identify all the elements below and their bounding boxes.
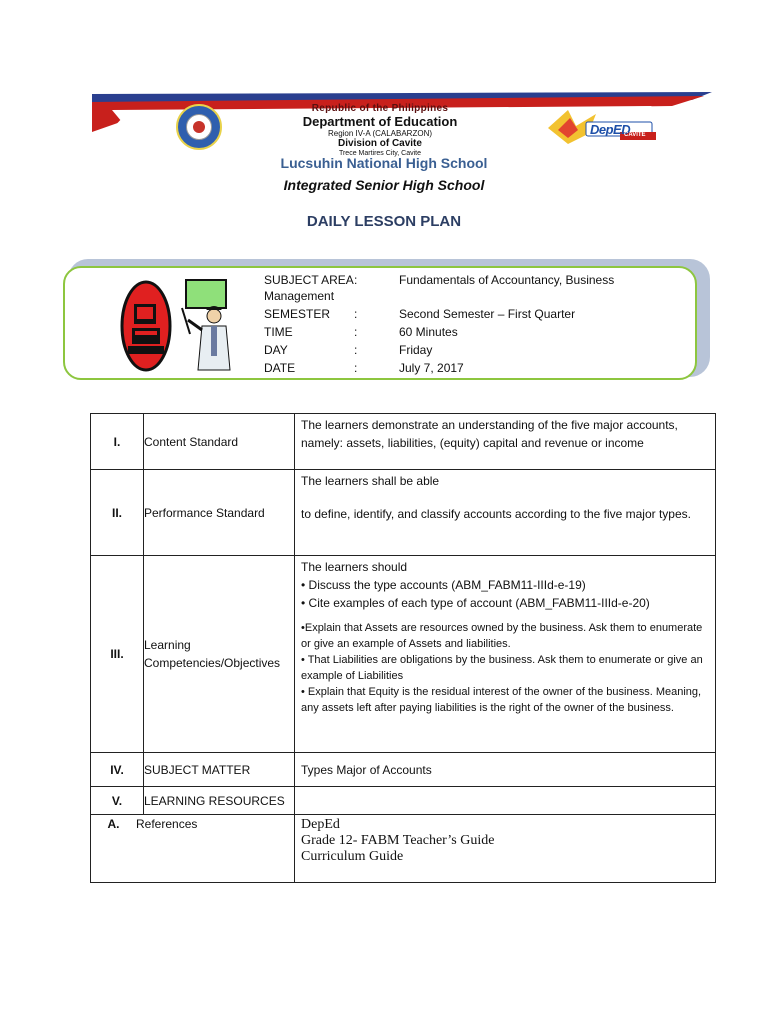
row-content: The learners demonstrate an understanding of the five major accounts, namely: assets, liabilities, (equity) capital and revenue or income bbox=[295, 414, 716, 470]
subject-area-label: SUBJECT AREA bbox=[264, 273, 354, 287]
school-subtitle: Integrated Senior High School bbox=[283, 177, 485, 193]
objective-bullet: • Cite examples of each type of account (ABM_FABM11-IIId-e-20) bbox=[301, 596, 650, 610]
performance-intro: The learners shall be able bbox=[301, 474, 440, 488]
table-row bbox=[91, 753, 716, 787]
row-number: III. bbox=[91, 556, 144, 753]
colon: : bbox=[354, 343, 358, 357]
colon: : bbox=[354, 361, 358, 375]
teacher-clipart-icon bbox=[118, 274, 238, 374]
subject-area-value: Fundamentals of Accountancy, Business bbox=[399, 273, 615, 287]
reference-line: Curriculum Guide bbox=[301, 849, 404, 864]
deped-logo-subtext: CAVITE bbox=[624, 132, 646, 138]
day-value: Friday bbox=[399, 343, 433, 357]
row-number: V. bbox=[91, 787, 144, 815]
row-number: II. bbox=[91, 470, 144, 556]
semester-label: SEMESTER bbox=[264, 307, 331, 321]
row-label: References bbox=[136, 817, 198, 831]
row-label: Content Standard bbox=[144, 414, 295, 470]
table-row bbox=[91, 414, 716, 470]
row-label-line: Learning bbox=[144, 638, 191, 652]
table-row bbox=[91, 787, 716, 815]
row-content bbox=[295, 787, 716, 815]
objective-detail: • That Liabilities are obligations by the business. Ask them to enumerate or give an example of Liabilities bbox=[301, 654, 703, 682]
table-row bbox=[91, 556, 716, 753]
republic-line: Republic of the Philippines bbox=[311, 103, 449, 114]
deped-seal-icon bbox=[176, 104, 222, 150]
date-label: DATE bbox=[264, 361, 296, 375]
region-line: Region IV-A (CALABARZON) bbox=[327, 129, 433, 138]
school-name: Lucsuhin National High School bbox=[280, 155, 488, 171]
row-label: SUBJECT MATTER bbox=[144, 753, 295, 787]
city-line: Trece Martires City, Cavite bbox=[338, 150, 422, 157]
time-label: TIME bbox=[264, 325, 293, 339]
row-content: Types Major of Accounts bbox=[295, 753, 716, 787]
lesson-plan-table bbox=[90, 413, 716, 883]
subject-area-wrap: Management bbox=[264, 289, 335, 303]
colon: : bbox=[354, 273, 358, 287]
row-label: LEARNING RESOURCES bbox=[144, 787, 295, 815]
row-number: A. bbox=[107, 817, 120, 831]
objective-bullet: • Discuss the type accounts (ABM_FABM11-IIId-e-19) bbox=[301, 578, 586, 592]
reference-line: Grade 12- FABM Teacher’s Guide bbox=[301, 833, 495, 848]
table-row bbox=[91, 815, 716, 883]
time-value: 60 Minutes bbox=[399, 325, 458, 339]
deped-logo-text: DepED bbox=[590, 122, 631, 137]
references-label-cell bbox=[91, 815, 295, 883]
colon: : bbox=[354, 325, 358, 339]
performance-text: to define, identify, and classify accounts according to the five major types. bbox=[301, 507, 691, 521]
row-content bbox=[295, 815, 716, 883]
row-label bbox=[144, 556, 295, 753]
semester-value: Second Semester – First Quarter bbox=[399, 307, 576, 321]
date-value: July 7, 2017 bbox=[399, 361, 464, 375]
objective-detail: •Explain that Assets are resources owned by the business. Ask them to enumerate or give an example of Assets and liabilities. bbox=[301, 622, 703, 650]
row-number: IV. bbox=[91, 753, 144, 787]
objective-detail: • Explain that Equity is the residual interest of the owner of the business. Meaning, any assets left after paying liabilities is the right of the owner of the business. bbox=[301, 686, 702, 714]
department-line: Department of Education bbox=[302, 114, 458, 129]
table-row bbox=[91, 470, 716, 556]
row-content bbox=[295, 470, 716, 556]
colon: : bbox=[354, 307, 358, 321]
row-label-line: Competencies/Objectives bbox=[144, 656, 281, 670]
row-number: I. bbox=[91, 414, 144, 470]
division-line: Division of Cavite bbox=[338, 138, 422, 149]
row-label: Performance Standard bbox=[144, 470, 295, 556]
reference-line: DepEd bbox=[301, 817, 340, 832]
day-label: DAY bbox=[264, 343, 288, 357]
document-title: DAILY LESSON PLAN bbox=[306, 213, 462, 230]
objectives-intro: The learners should bbox=[301, 560, 408, 574]
row-content bbox=[295, 556, 716, 753]
banner-text bbox=[230, 104, 530, 157]
